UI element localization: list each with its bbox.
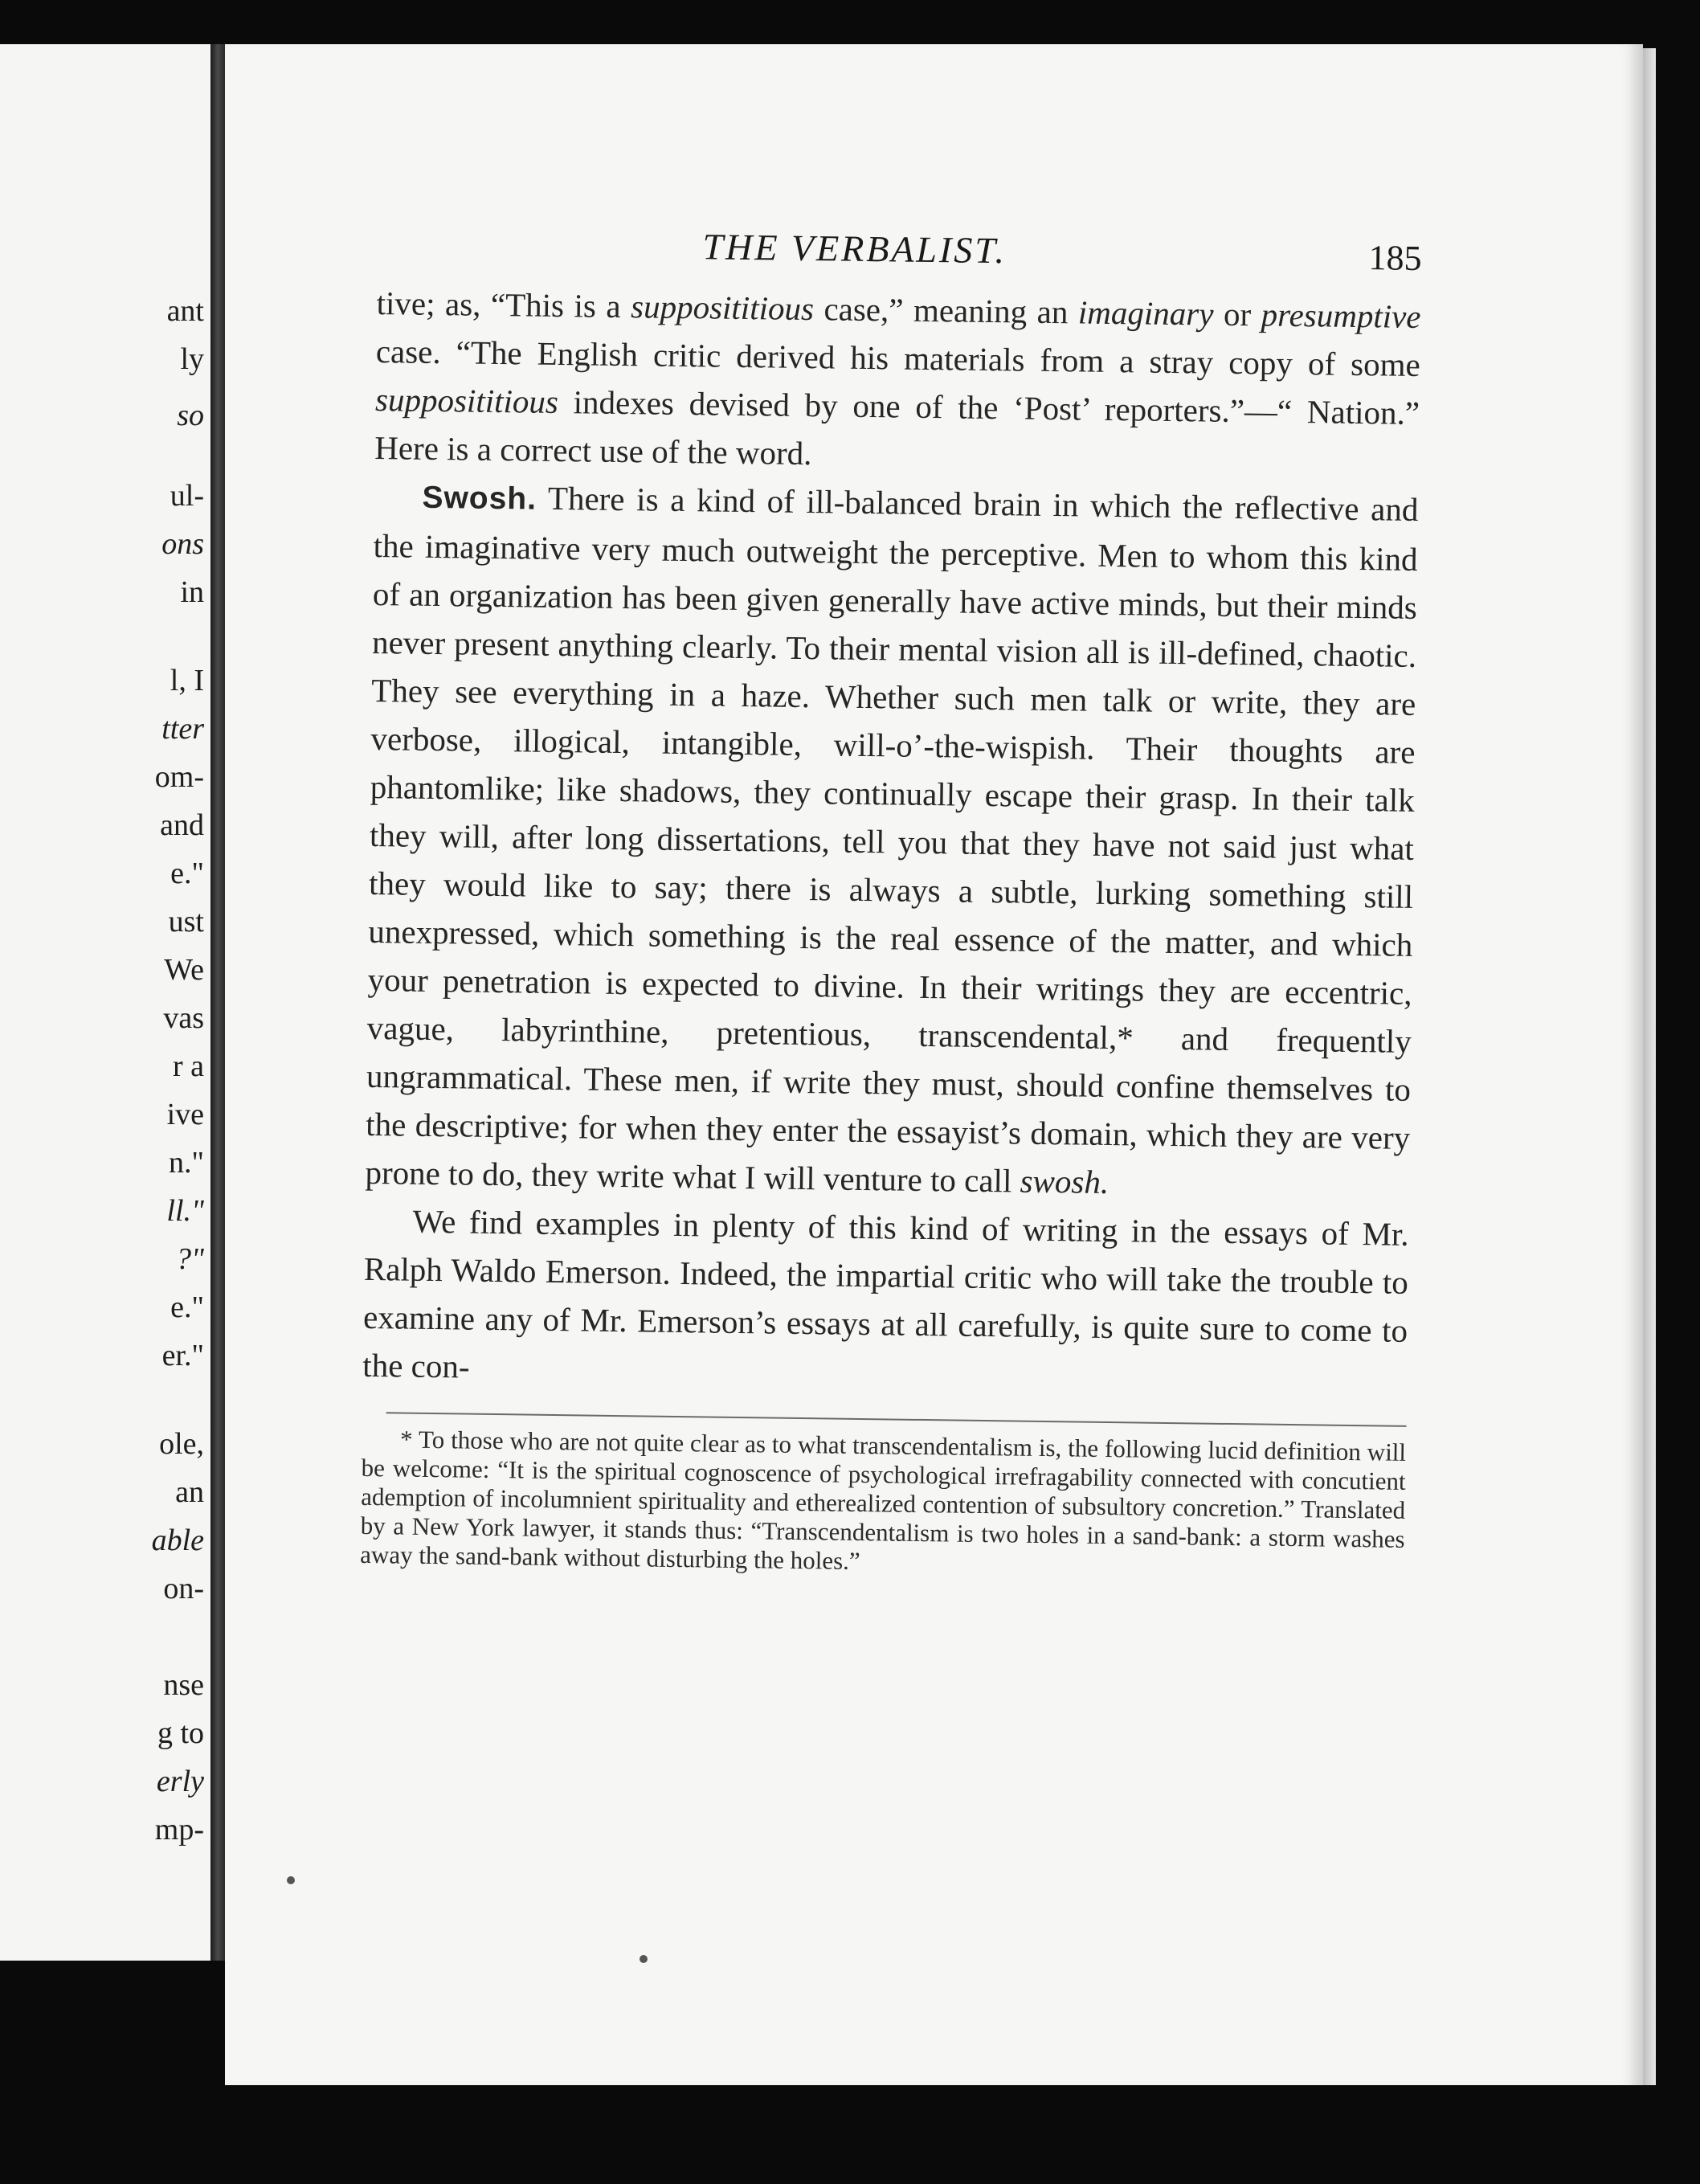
page-content xyxy=(360,221,1422,1583)
left-page-line-fragment: ul- xyxy=(170,479,204,513)
running-title: THE VERBALIST. xyxy=(702,226,1007,272)
running-head xyxy=(377,221,1422,283)
left-page-line-fragment: able xyxy=(151,1523,204,1557)
left-page-line-fragment: so xyxy=(177,399,204,432)
left-page-line-fragment: ive xyxy=(166,1098,204,1131)
paragraph-emerson xyxy=(362,1196,1409,1403)
text-run: There is a kind of ill-balanced brain in which the reflective and the imaginative very much outweight the perceptive. Men to whom this kind of an organization has been given generally have active minds, but their minds never present anything clearly. To their mental vision all is ill-defined, chaotic. They see everything in a haze. Whether such men talk or write, they are verbose, illogical, intangible, will-o’-the-wispish. Their thoughts are phantomlike; like shadows, they continually escape their grasp. In their talk they will, after long dissertations, tell you that they have not said just what they would like to say; there is always a subtle, lurking something still unexpressed, which something is the real essence of the matter, and which your penetration is expected to divine. In their writings they are eccentric, vague, labyrinthine, pretentious, transcendental,* and frequently ungrammatical. These men, if write they must, should confine themselves to the descriptive; for when they enter the essayist’s domain, which they are very prone to do, they write what I will venture to call xyxy=(365,479,1419,1200)
page-edge xyxy=(1643,48,1656,2085)
text-run: We find examples in plenty of this kind of writing in the essays of Mr. Ralph Waldo Emerson. Indeed, the impartial critic who will take the trouble to examine any of Mr. Emerson’s essays at all carefully, is quite sure to come to the con- xyxy=(362,1202,1409,1385)
binding-gutter xyxy=(210,44,225,1961)
left-page-line-fragment: and xyxy=(160,808,204,842)
left-page-line-fragment: ly xyxy=(180,342,204,376)
book-page xyxy=(225,44,1643,2085)
left-page-line-fragment: mp- xyxy=(154,1813,204,1847)
paragraph-supposititious xyxy=(374,279,1421,485)
left-page-line-fragment: l, I xyxy=(170,664,204,697)
italic-term: supposititious xyxy=(630,288,815,328)
text-run: case. “The English critic derived his materials from a stray copy of some xyxy=(375,332,1421,384)
italic-term: imaginary xyxy=(1077,293,1214,333)
text-run: case,” meaning an xyxy=(813,290,1079,331)
speck xyxy=(287,1876,295,1884)
left-page-line-fragment: nse xyxy=(163,1668,204,1702)
left-page-line-fragment: tter xyxy=(161,712,204,746)
text-run: or xyxy=(1213,295,1261,333)
left-page-line-fragment: ons xyxy=(161,527,204,561)
left-page-line-fragment: e." xyxy=(170,857,204,890)
text-run: indexes devised by one of the ‘Post’ reporters.”—“ Nation.” Here is a correct use of the word. xyxy=(374,382,1420,472)
left-page-line-fragment: ant xyxy=(166,294,204,328)
left-page-line-fragment: in xyxy=(180,575,204,609)
left-page-line-fragment: ll." xyxy=(166,1194,204,1228)
left-page-line-fragment: vas xyxy=(163,1001,204,1035)
page-number: 185 xyxy=(1368,238,1422,279)
speck xyxy=(640,1955,648,1963)
left-page-line-fragment: ?" xyxy=(176,1242,204,1276)
left-page-line-fragment: ust xyxy=(168,905,204,939)
left-page-line-fragment: er." xyxy=(161,1339,204,1372)
left-page-line-fragment: r a xyxy=(172,1049,204,1083)
italic-term: supposititious xyxy=(374,380,559,420)
entry-heading: Swosh. xyxy=(422,480,537,517)
paragraph-swosh xyxy=(365,472,1419,1210)
left-page-line-fragment: erly xyxy=(156,1765,204,1798)
footnote-divider xyxy=(386,1412,1407,1427)
left-page-line-fragment: an xyxy=(175,1475,204,1509)
left-page-line-fragment: We xyxy=(164,953,204,987)
left-page-line-fragment: ole, xyxy=(159,1427,204,1461)
previous-page-fragment xyxy=(0,44,210,1961)
left-page-line-fragment: e." xyxy=(170,1290,204,1324)
footnote: * To those who are not quite clear as to what transcendentalism is, the following lucid definition will be welcome: “It is the spiritual cognoscence of psychological irrefragability connected with concutient ademption of incolumnient spirituality and etherealized contention of subsultory concretion.” Translated by a New York lawyer, it stands thus: “Transcendentalism is two holes in a sand-bank: a storm washes away the sand-bank without disturbing the holes.” xyxy=(360,1425,1407,1576)
left-page-line-fragment: g to xyxy=(157,1716,204,1750)
left-page-line-fragment: om- xyxy=(154,760,204,794)
italic-term: presumptive xyxy=(1261,296,1421,336)
text-run: tive; as, “This is a xyxy=(376,284,631,325)
italic-term: swosh. xyxy=(1020,1162,1109,1201)
left-page-line-fragment: n." xyxy=(168,1146,204,1180)
left-page-line-fragment: on- xyxy=(163,1572,204,1605)
